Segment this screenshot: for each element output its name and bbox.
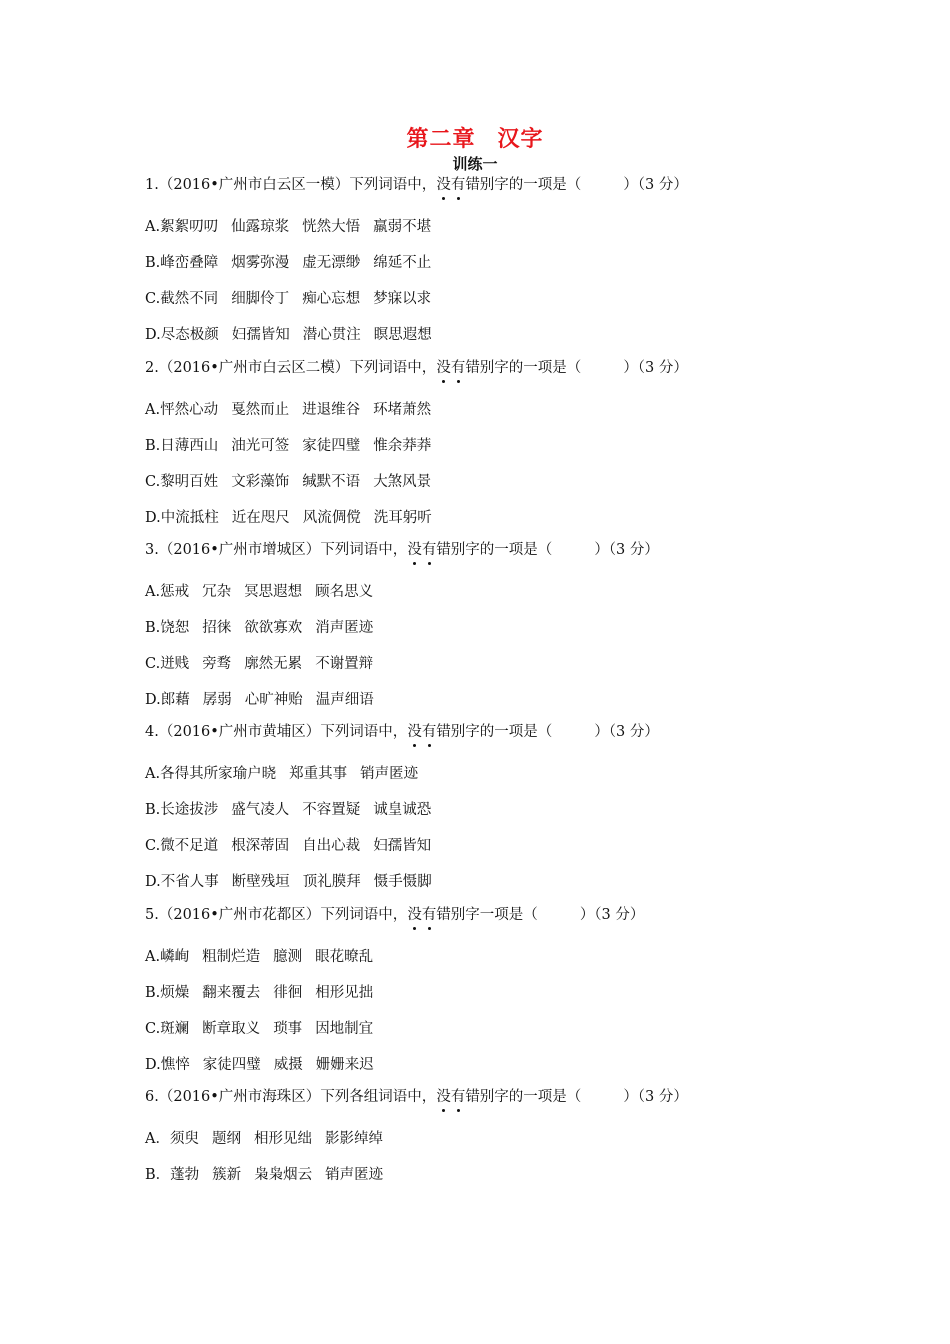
option-word: 油光可签 [231, 438, 290, 454]
option-line [145, 436, 444, 456]
option-letter: B. [145, 802, 161, 818]
option-word: 断章取义 [202, 1021, 261, 1037]
question-text: 下列词语中， [320, 724, 408, 740]
option-word: 因地制宜 [315, 1021, 374, 1037]
option-word: 风流倜傥 [302, 510, 361, 526]
option-word: 中流抵柱 [160, 510, 219, 526]
emphasis-char: 有 [421, 907, 437, 923]
question-number: 1. [145, 177, 159, 193]
option-word: 痴心忘想 [302, 291, 361, 307]
option-line [145, 1129, 396, 1149]
option-letter: A． [145, 1131, 170, 1147]
option-word: 慑手慑脚 [373, 874, 432, 890]
option-letter: B. [145, 985, 161, 1001]
option-word: 徘徊 [273, 985, 303, 1001]
question-source: （2016•广州市黄埔区） [158, 724, 321, 740]
option-letter: D. [145, 692, 161, 708]
question-number: 3. [145, 542, 159, 558]
option-word: 黎明百姓 [160, 474, 219, 490]
option-word: 郑重其事 [289, 766, 348, 782]
option-word: 簇新 [212, 1167, 242, 1183]
option-word: 尽态极颜 [160, 327, 219, 343]
option-letter: D. [145, 874, 161, 890]
question-score: ）（3 分） [579, 907, 645, 923]
question-source: （2016•广州市白云区二模） [158, 360, 350, 376]
option-word: 梦寐以求 [373, 291, 432, 307]
option-word: 臆测 [273, 949, 303, 965]
option-word: 枭枭烟云 [254, 1167, 313, 1183]
option-letter: C. [145, 291, 161, 307]
question-score: ）（3 分） [623, 360, 688, 376]
option-line [145, 289, 444, 309]
option-word: 顾名思义 [315, 584, 374, 600]
option-word: 文彩藻饰 [231, 474, 290, 490]
option-letter: C. [145, 1021, 161, 1037]
question-text: 错别字的一项是（ [465, 1089, 582, 1105]
emphasis-char: 没 [407, 907, 422, 923]
option-word: 孱弱 [202, 692, 232, 708]
option-line [145, 472, 444, 492]
option-word: 断壁残垣 [231, 874, 290, 890]
option-word: 影影绰绰 [324, 1131, 383, 1147]
option-word: 环堵萧然 [373, 402, 432, 418]
option-word: 粗制烂造 [202, 949, 261, 965]
option-word: 虚无漂缈 [302, 255, 361, 271]
option-word: 嶙峋 [160, 949, 190, 965]
option-line [145, 836, 444, 856]
emphasis-char: 没 [436, 360, 451, 376]
option-line [145, 508, 445, 528]
option-word: 不容置疑 [302, 802, 361, 818]
question-text: 错别字的一项是（ [436, 542, 553, 558]
question-score: ）（3 分） [623, 1089, 688, 1105]
option-word: 根深蒂固 [231, 838, 290, 854]
question-text: 下列词语中， [320, 907, 408, 923]
question-text: 错别字一项是（ [436, 907, 538, 923]
option-letter: C. [145, 838, 161, 854]
option-letter: A. [145, 766, 161, 782]
option-word: 须臾 [169, 1131, 199, 1147]
question-score: ）（3 分） [594, 724, 659, 740]
option-line [145, 253, 444, 273]
option-word: 姗姗来迟 [315, 1057, 374, 1073]
option-word: 长途拔涉 [160, 802, 219, 818]
option-line [145, 690, 387, 710]
question-number: 2. [145, 360, 159, 376]
option-word: 相形见绌 [253, 1131, 312, 1147]
question-score: ）（3 分） [623, 177, 688, 193]
emphasis-char: 没 [407, 724, 422, 740]
emphasis-char: 有 [450, 1089, 466, 1105]
emphasis-char: 有 [450, 360, 466, 376]
option-word: 各得其所家瑜户晓 [160, 766, 277, 782]
question-stem [145, 722, 659, 742]
question-stem [145, 1087, 688, 1107]
option-word: 心旷神贻 [244, 692, 303, 708]
option-line [145, 618, 386, 638]
option-word: 絮絮叨叨 [160, 219, 219, 235]
option-word: 惟余莽莽 [373, 438, 432, 454]
option-line [145, 872, 445, 892]
option-letter: D. [145, 510, 161, 526]
option-word: 妇孺皆知 [373, 838, 432, 854]
option-letter: C. [145, 474, 161, 490]
option-word: 进退维谷 [302, 402, 361, 418]
option-line [145, 983, 386, 1003]
option-word: 诚皇诚恐 [373, 802, 432, 818]
emphasis-char: 有 [421, 542, 437, 558]
option-word: 细脚伶丁 [231, 291, 290, 307]
option-word: 烟雾弥漫 [231, 255, 290, 271]
option-word: 烦燥 [160, 985, 190, 1001]
emphasis-char: 没 [407, 542, 422, 558]
option-letter: A. [145, 402, 161, 418]
option-line [145, 582, 386, 602]
option-word: 温声细语 [315, 692, 374, 708]
question-stem [145, 905, 644, 925]
chapter-title [0, 122, 950, 153]
option-letter: B. [145, 255, 161, 271]
option-word: 消声匿迹 [315, 620, 374, 636]
question-source: （2016•广州市海珠区） [158, 1089, 321, 1105]
question-source: （2016•广州市花都区） [158, 907, 321, 923]
question-number: 5. [145, 907, 159, 923]
option-line [145, 654, 386, 674]
option-word: 日薄西山 [160, 438, 219, 454]
option-letter: D. [145, 327, 161, 343]
option-word: 微不足道 [160, 838, 219, 854]
option-line [145, 325, 445, 345]
option-word: 家徒四璧 [302, 438, 361, 454]
option-word: 家徒四璧 [202, 1057, 261, 1073]
option-word: 瞑思遐想 [373, 327, 432, 343]
option-word: 题纲 [211, 1131, 241, 1147]
option-word: 旁骛 [202, 656, 232, 672]
option-word: 威摄 [273, 1057, 303, 1073]
option-line [145, 400, 444, 420]
option-letter: B. [145, 620, 161, 636]
option-word: 妇孺皆知 [231, 327, 290, 343]
question-source: （2016•广州市白云区一模） [158, 177, 350, 193]
option-letter: A. [145, 219, 161, 235]
option-line [145, 1019, 386, 1039]
option-word: 招徕 [202, 620, 232, 636]
option-word: 琐事 [273, 1021, 303, 1037]
question-source: （2016•广州市增城区） [158, 542, 321, 558]
emphasis-char: 有 [450, 177, 466, 193]
option-letter: C. [145, 656, 161, 672]
question-stem [145, 175, 688, 195]
option-letter: B． [145, 1167, 171, 1183]
option-word: 仙露琼浆 [231, 219, 290, 235]
option-word: 不省人事 [160, 874, 219, 890]
option-word: 顶礼膜拜 [302, 874, 361, 890]
section-subtitle: 训练一 [452, 155, 498, 173]
option-letter: B. [145, 438, 161, 454]
option-word: 廓然无累 [244, 656, 303, 672]
option-word: 惩戒 [160, 584, 190, 600]
option-word: 销声匿迹 [325, 1167, 384, 1183]
option-word: 潜心贯注 [302, 327, 361, 343]
option-word: 洗耳躬听 [373, 510, 432, 526]
question-text: 错别字的一项是（ [465, 360, 582, 376]
question-number: 4. [145, 724, 159, 740]
option-word: 绵延不止 [373, 255, 432, 271]
option-word: 峰峦叠障 [160, 255, 219, 271]
option-word: 羸弱不堪 [373, 219, 432, 235]
option-word: 不谢置辩 [315, 656, 374, 672]
question-stem [145, 358, 688, 378]
emphasis-char: 没 [436, 177, 451, 193]
option-word: 相形见拙 [315, 985, 374, 1001]
option-word: 缄默不语 [302, 474, 361, 490]
question-text: 下列词语中， [349, 177, 437, 193]
option-word: 盛气凌人 [231, 802, 290, 818]
question-text: 错别字的一项是（ [436, 724, 553, 740]
option-word: 近在咫尺 [231, 510, 290, 526]
option-word: 蓬勃 [170, 1167, 200, 1183]
chapter-title-number: 第二章 [406, 127, 476, 152]
option-word: 怦然心动 [160, 402, 219, 418]
question-text: 下列词语中， [349, 360, 437, 376]
option-line [145, 800, 444, 820]
question-stem [145, 540, 659, 560]
option-word: 眼花暸乱 [315, 949, 374, 965]
option-word: 斑斓 [160, 1021, 190, 1037]
chapter-title-topic: 汉字 [497, 127, 544, 152]
option-letter: D. [145, 1057, 161, 1073]
option-word: 销声匿迹 [360, 766, 419, 782]
question-number: 6. [145, 1089, 159, 1105]
question-text: 下列词语中， [320, 542, 408, 558]
option-word: 自出心裁 [302, 838, 361, 854]
emphasis-char: 没 [436, 1089, 451, 1105]
option-word: 饶恕 [160, 620, 190, 636]
option-line [145, 764, 431, 784]
emphasis-char: 有 [421, 724, 437, 740]
option-letter: A. [145, 949, 161, 965]
option-word: 冥思遐想 [244, 584, 303, 600]
question-text: 下列各组词语中， [320, 1089, 437, 1105]
option-word: 迸贱 [160, 656, 190, 672]
option-word: 大煞风景 [373, 474, 432, 490]
option-line [145, 947, 386, 967]
option-word: 恍然大悟 [302, 219, 361, 235]
option-letter: A. [145, 584, 161, 600]
option-word: 欲欲寡欢 [244, 620, 303, 636]
option-word: 郎藉 [160, 692, 190, 708]
option-word: 截然不同 [160, 291, 219, 307]
option-word: 翻来覆去 [202, 985, 261, 1001]
option-word: 冗杂 [202, 584, 232, 600]
option-word: 戛然而止 [231, 402, 290, 418]
option-line [145, 1165, 396, 1185]
question-text: 错别字的一项是（ [465, 177, 582, 193]
question-score: ）（3 分） [594, 542, 659, 558]
option-word: 憔悴 [160, 1057, 190, 1073]
option-line [145, 217, 444, 237]
option-line [145, 1055, 387, 1075]
